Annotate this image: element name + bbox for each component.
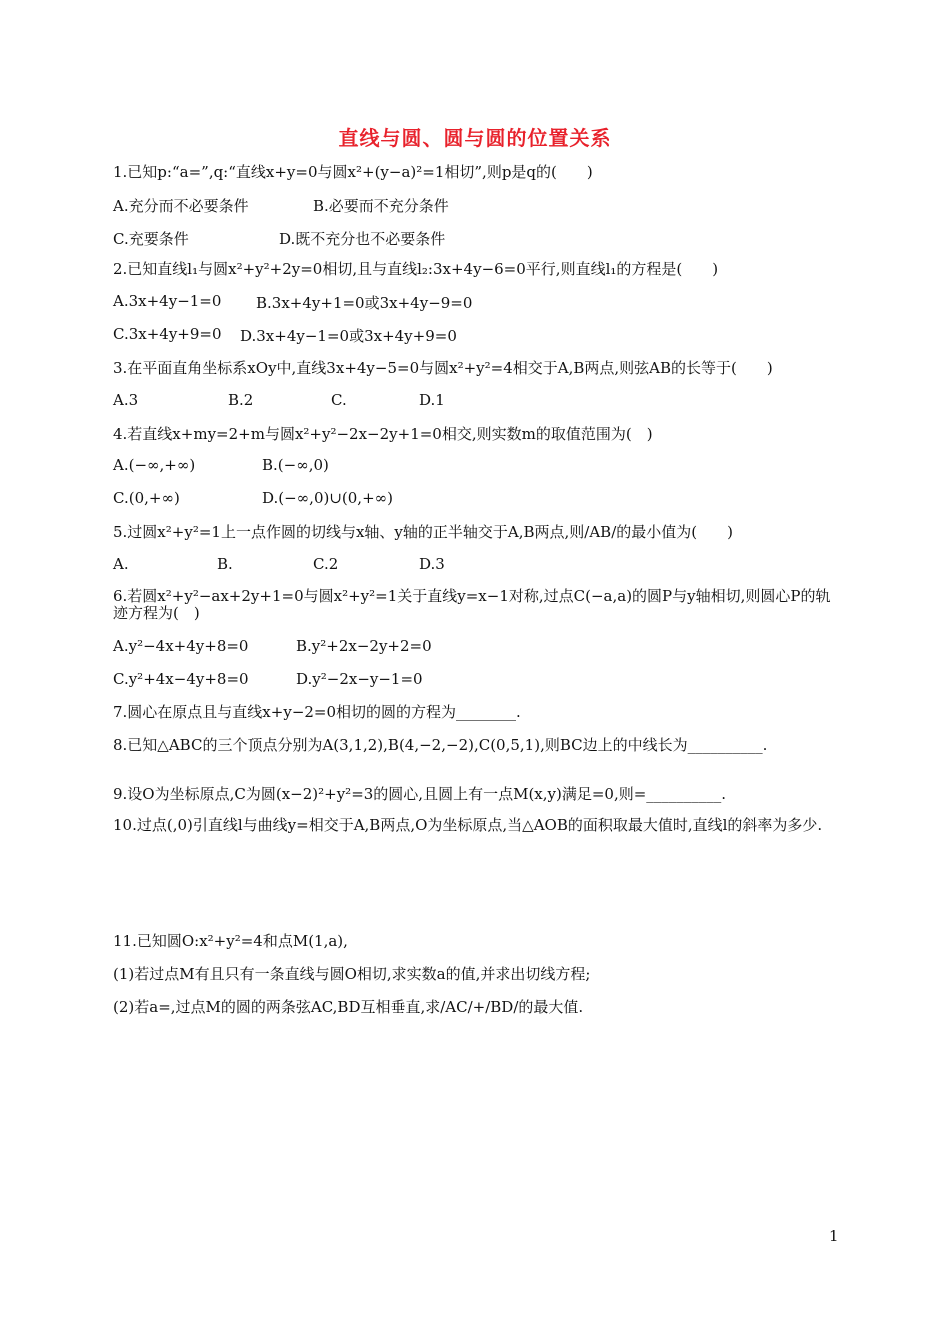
- q5-option-b: B.: [217, 555, 233, 573]
- q2-option-c: C.3x+4y+9=0: [113, 325, 222, 343]
- q6-option-b: B.y²+2x−2y+2=0: [296, 637, 432, 655]
- question-9: 9.设O为坐标原点,C为圆(x−2)²+y²=3的圆心,且圆上有一点M(x,y)满足=0,则=__________.: [113, 785, 727, 803]
- q6-option-a: A.y²−4x+4y+8=0: [113, 637, 249, 655]
- page-title: 直线与圆、圆与圆的位置关系: [338, 126, 612, 150]
- question-7: 7.圆心在原点且与直线x+y−2=0相切的圆的方程为________.: [113, 703, 521, 721]
- q3-option-c: C.: [331, 391, 347, 409]
- q6-option-c: C.y²+4x−4y+8=0: [113, 670, 249, 688]
- question-5: 5.过圆x²+y²=1上一点作圆的切线与x轴、y轴的正半轴交于A,B两点,则/AB/的最小值为( ): [113, 523, 733, 541]
- question-4: 4.若直线x+my=2+m与圆x²+y²−2x−2y+1=0相交,则实数m的取值范围为( ): [113, 425, 653, 443]
- q3-option-b: B.2: [228, 391, 254, 409]
- q1-option-c: C.充要条件: [113, 230, 189, 248]
- q2-option-a: A.3x+4y−1=0: [113, 292, 222, 310]
- question-11: 11.已知圆O:x²+y²=4和点M(1,a),: [113, 932, 348, 950]
- question-2: 2.已知直线l₁与圆x²+y²+2y=0相切,且与直线l₂:3x+4y−6=0平行,则直线l₁的方程是( ): [113, 260, 719, 278]
- q2-option-d: D.3x+4y−1=0或3x+4y+9=0: [240, 327, 457, 345]
- q3-option-d: D.1: [419, 391, 445, 409]
- q5-option-c: C.2: [313, 555, 339, 573]
- q1-option-a: A.充分而不必要条件: [113, 197, 249, 215]
- q4-option-b: B.(−∞,0): [262, 456, 329, 474]
- q5-option-d: D.3: [419, 555, 445, 573]
- q2-option-b: B.3x+4y+1=0或3x+4y−9=0: [256, 294, 473, 312]
- q6-option-d: D.y²−2x−y−1=0: [296, 670, 423, 688]
- question-1: 1.已知p:“a=”,q:“直线x+y=0与圆x²+(y−a)²=1相切”,则p是q的( ): [113, 163, 593, 181]
- q1-option-b: B.必要而不充分条件: [313, 197, 449, 215]
- question-11-part-2: (2)若a=,过点M的圆的两条弦AC,BD互相垂直,求/AC/+/BD/的最大值.: [113, 998, 584, 1016]
- question-10: 10.过点(,0)引直线l与曲线y=相交于A,B两点,O为坐标原点,当△AOB的面积取最大值时,直线l的斜率为多少.: [113, 816, 823, 834]
- q1-option-d: D.既不充分也不必要条件: [279, 230, 446, 248]
- question-11-part-1: (1)若过点M有且只有一条直线与圆O相切,求实数a的值,并求出切线方程;: [113, 965, 591, 983]
- q4-option-c: C.(0,+∞): [113, 489, 180, 507]
- question-3: 3.在平面直角坐标系xOy中,直线3x+4y−5=0与圆x²+y²=4相交于A,B两点,则弦AB的长等于( ): [113, 359, 773, 377]
- q5-option-a: A.: [113, 555, 129, 573]
- question-8: 8.已知△ABC的三个顶点分别为A(3,1,2),B(4,−2,−2),C(0,5,1),则BC边上的中线长为__________.: [113, 736, 768, 754]
- q4-option-a: A.(−∞,+∞): [113, 456, 196, 474]
- q4-option-d: D.(−∞,0)∪(0,+∞): [262, 489, 393, 507]
- question-6: 6.若圆x²+y²−ax+2y+1=0与圆x²+y²=1关于直线y=x−1对称,过点C(−a,a)的圆P与y轴相切,则圆心P的轨迹方程为( ): [113, 587, 831, 622]
- page-number: 1: [829, 1227, 839, 1245]
- q3-option-a: A.3: [113, 391, 139, 409]
